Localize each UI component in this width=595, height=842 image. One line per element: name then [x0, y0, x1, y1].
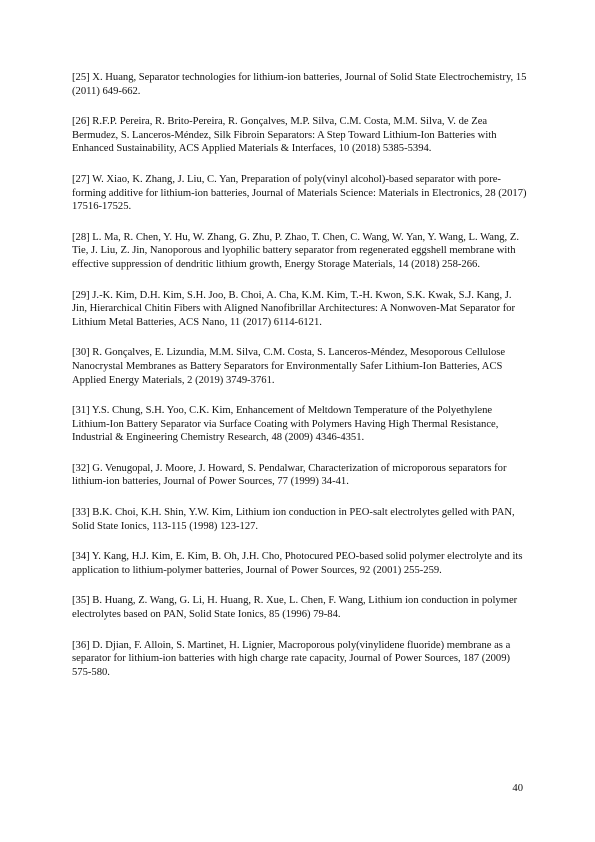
reference-36: [36] D. Djian, F. Alloin, S. Martinet, H. Lignier, Macroporous poly(vinylidene fluoride) membrane as a separator for lithium-ion batteries with high charge rate capacity, Journal of Power Sources, 187 (2009) 575-580. — [72, 639, 511, 678]
reference-26: [26] R.F.P. Pereira, R. Brito-Pereira, R. Gonçalves, M.P. Silva, C.M. Costa, M.M. Silva, V. de Zea Bermudez, S. Lanceros-Méndez, Silk Fibroin Separators: A Step Toward Lithium-Ion Batteries with Enhanced Sustainability, ACS Applied Materials & Interfaces, 10 (2018) 5385-5394. — [72, 116, 497, 155]
reference-25: [25] X. Huang, Separator technologies for lithium-ion batteries, Journal of Solid State Electrochemistry, 15 (2011) 649-662. — [72, 72, 527, 97]
reference-29: [29] J.-K. Kim, D.H. Kim, S.H. Joo, B. Choi, A. Cha, K.M. Kim, T.-H. Kwon, S.K. Kwak, S.J. Kang, J. Jin, Hierarchical Chitin Fibers with Aligned Nanofibrillar Architectures: A Nonwoven-Mat Separator for Lithium Metal Batteries, ACS Nano, 11 (2017) 6114-6121. — [72, 289, 516, 328]
reference-31: [31] Y.S. Chung, S.H. Yoo, C.K. Kim, Enhancement of Meltdown Temperature of the Polyethylene Lithium-Ion Battery Separator via Surface Coating with Polymers Having High Thermal Resistance, Industrial & Engineering Chemistry Research, 48 (2009) 4346-4351. — [72, 405, 499, 444]
reference-35: [35] B. Huang, Z. Wang, G. Li, H. Huang, R. Xue, L. Chen, F. Wang, Lithium ion conduction in polymer electrolytes based on PAN, Solid State Ionics, 85 (1996) 79-84. — [72, 595, 518, 621]
reference-30: [30] R. Gonçalves, E. Lizundia, M.M. Silva, C.M. Costa, S. Lanceros-Méndez, Mesoporous Cellulose Nanocrystal Membranes as Battery Separators for Environmentally Safer Lithium-Ion Batteries, ACS Applied Energy Materials, 2 (2019) 3749-3761. — [72, 347, 506, 386]
reference-27: [27] W. Xiao, K. Zhang, J. Liu, C. Yan, Preparation of poly(vinyl alcohol)-based separator with pore-forming additive for lithium-ion batteries, Journal of Materials Science: Materials in Electronics, 28 (2017) 17516-17525. — [72, 173, 527, 213]
reference-32: [32] G. Venugopal, J. Moore, J. Howard, S. Pendalwar, Characterization of microporous separators for lithium-ion batteries, Journal of Power Sources, 77 (1999) 34-41. — [72, 462, 507, 488]
reference-33: [33] B.K. Choi, K.H. Shin, Y.W. Kim, Lithium ion conduction in PEO-salt electrolytes gelled with PAN, Solid State Ionics, 113-115 (1998) 123-127. — [72, 507, 515, 532]
reference-list — [72, 71, 527, 696]
page-number: 40 — [512, 783, 523, 794]
reference-28: [28] L. Ma, R. Chen, Y. Hu, W. Zhang, G. Zhu, P. Zhao, T. Chen, C. Wang, W. Yan, Y. Wang, L. Wang, Z. Tie, J. Liu, Z. Jin, Nanoporous and lyophilic battery separator from regenerated eggshell membrane with effective suppression of dendritic lithium growth, Energy Storage Materials, 14 (2018) 258-266. — [72, 231, 519, 270]
reference-34: [34] Y. Kang, H.J. Kim, E. Kim, B. Oh, J.H. Cho, Photocured PEO-based solid polymer electrolyte and its application to lithium-polymer batteries, Journal of Power Sources, 92 (2001) 255-259. — [72, 551, 523, 576]
